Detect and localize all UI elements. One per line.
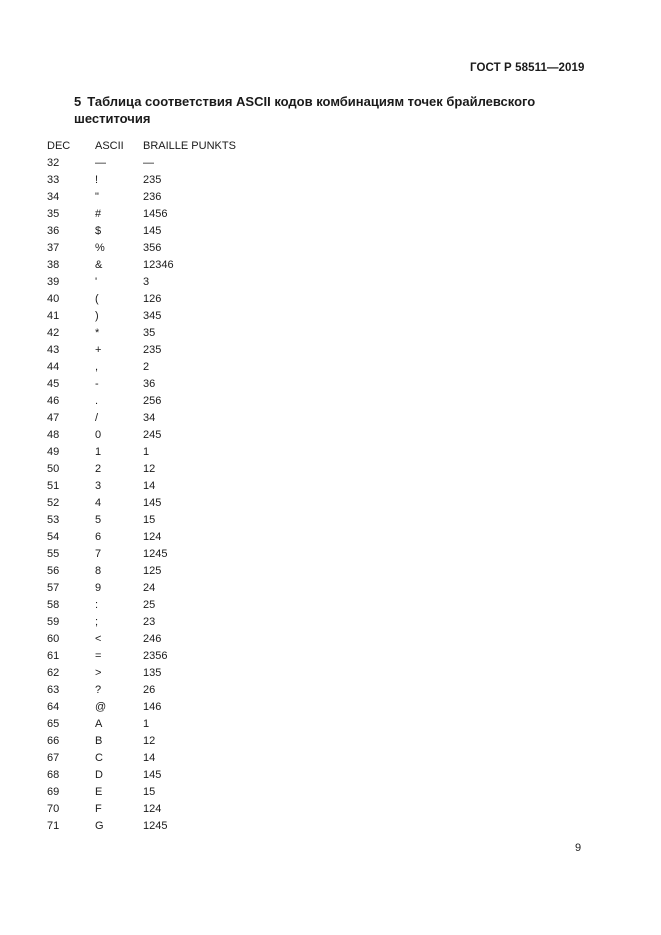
cell-dec: 34 [47, 191, 60, 203]
cell-dec: 36 [47, 225, 60, 237]
cell-dec: 41 [47, 310, 60, 322]
table-row [47, 376, 263, 393]
cell-braille: 1245 [143, 820, 168, 832]
cell-ascii: > [95, 667, 102, 679]
cell-dec: 60 [47, 633, 60, 645]
cell-braille: 12 [143, 735, 156, 747]
cell-braille: 345 [143, 310, 162, 322]
cell-ascii: ! [95, 174, 99, 186]
cell-ascii: * [95, 327, 100, 339]
cell-dec: 66 [47, 735, 60, 747]
cell-ascii: 3 [95, 480, 102, 492]
cell-dec: 43 [47, 344, 60, 356]
cell-braille: 26 [143, 684, 156, 696]
cell-braille: 145 [143, 225, 162, 237]
cell-braille: 245 [143, 429, 162, 441]
cell-braille: 1245 [143, 548, 168, 560]
table-row [47, 512, 263, 529]
table-row [47, 495, 263, 512]
document-code: ГОСТ Р 58511—2019 [470, 62, 585, 74]
table-body [47, 155, 263, 835]
cell-ascii: - [95, 378, 99, 390]
cell-braille: 12 [143, 463, 156, 475]
cell-braille: 135 [143, 667, 162, 679]
cell-dec: 33 [47, 174, 60, 186]
table-row [47, 189, 263, 206]
cell-dec: 37 [47, 242, 60, 254]
cell-ascii: 1 [95, 446, 102, 458]
table-row [47, 614, 263, 631]
table-row [47, 342, 263, 359]
cell-ascii: @ [95, 701, 107, 713]
cell-braille: 235 [143, 174, 162, 186]
cell-dec: 65 [47, 718, 60, 730]
cell-dec: 40 [47, 293, 60, 305]
page-number: 9 [575, 842, 582, 854]
cell-braille: 125 [143, 565, 162, 577]
cell-braille: 15 [143, 786, 156, 798]
cell-braille: 124 [143, 531, 162, 543]
table-row [47, 308, 263, 325]
cell-dec: 62 [47, 667, 60, 679]
cell-ascii: % [95, 242, 105, 254]
cell-dec: 54 [47, 531, 60, 543]
cell-ascii: $ [95, 225, 102, 237]
cell-braille: 36 [143, 378, 156, 390]
table-row [47, 155, 263, 172]
table-row [47, 750, 263, 767]
cell-ascii: ? [95, 684, 102, 696]
cell-dec: 42 [47, 327, 60, 339]
cell-ascii: " [95, 191, 99, 203]
cell-braille: 12346 [143, 259, 174, 271]
cell-dec: 51 [47, 480, 60, 492]
cell-ascii: 8 [95, 565, 102, 577]
cell-ascii: & [95, 259, 103, 271]
cell-braille: 25 [143, 599, 156, 611]
cell-braille: 126 [143, 293, 162, 305]
table-row [47, 172, 263, 189]
table-row [47, 223, 263, 240]
table-row [47, 733, 263, 750]
cell-ascii: 4 [95, 497, 102, 509]
cell-dec: 46 [47, 395, 60, 407]
cell-dec: 47 [47, 412, 60, 424]
cell-braille: 34 [143, 412, 156, 424]
cell-ascii: ( [95, 293, 99, 305]
cell-ascii: D [95, 769, 103, 781]
header-ascii: ASCII [95, 140, 124, 152]
cell-braille: 2356 [143, 650, 168, 662]
cell-ascii: ) [95, 310, 99, 322]
cell-dec: 52 [47, 497, 60, 509]
cell-ascii: ' [95, 276, 98, 288]
cell-dec: 55 [47, 548, 60, 560]
cell-ascii: A [95, 718, 103, 730]
cell-ascii: 6 [95, 531, 102, 543]
cell-ascii: < [95, 633, 102, 645]
cell-dec: 56 [47, 565, 60, 577]
cell-braille: 356 [143, 242, 162, 254]
cell-ascii: 5 [95, 514, 102, 526]
cell-dec: 67 [47, 752, 60, 764]
cell-dec: 48 [47, 429, 60, 441]
cell-dec: 49 [47, 446, 60, 458]
cell-braille: 1 [143, 446, 150, 458]
cell-braille: 14 [143, 752, 156, 764]
table-row [47, 359, 263, 376]
cell-dec: 39 [47, 276, 60, 288]
table-row [47, 784, 263, 801]
cell-dec: 50 [47, 463, 60, 475]
cell-ascii: 2 [95, 463, 102, 475]
table-row [47, 546, 263, 563]
cell-dec: 71 [47, 820, 60, 832]
cell-dec: 58 [47, 599, 60, 611]
cell-braille: 236 [143, 191, 162, 203]
table-row [47, 478, 263, 495]
cell-dec: 38 [47, 259, 60, 271]
ascii-braille-table [47, 138, 263, 835]
cell-ascii: — [95, 157, 106, 169]
cell-ascii: = [95, 650, 102, 662]
cell-braille: 146 [143, 701, 162, 713]
cell-braille: 14 [143, 480, 156, 492]
cell-braille: 1 [143, 718, 150, 730]
cell-ascii: 0 [95, 429, 102, 441]
table-row [47, 257, 263, 274]
section-title-text: Таблица соответствия ASCII кодов комбинациям точек брайлевского шеститочия [74, 94, 536, 126]
cell-braille: 145 [143, 497, 162, 509]
cell-braille: 3 [143, 276, 150, 288]
table-row [47, 206, 263, 223]
cell-dec: 35 [47, 208, 60, 220]
table-row [47, 818, 263, 835]
cell-braille: 124 [143, 803, 162, 815]
cell-ascii: C [95, 752, 103, 764]
cell-braille: — [143, 157, 154, 169]
table-row [47, 801, 263, 818]
cell-braille: 246 [143, 633, 162, 645]
cell-ascii: / [95, 412, 99, 424]
table-row [47, 393, 263, 410]
cell-braille: 15 [143, 514, 156, 526]
table-row [47, 716, 263, 733]
cell-ascii: B [95, 735, 103, 747]
table-row [47, 461, 263, 478]
cell-ascii: F [95, 803, 102, 815]
cell-braille: 235 [143, 344, 162, 356]
table-row [47, 529, 263, 546]
table-row [47, 563, 263, 580]
table-row [47, 631, 263, 648]
cell-braille: 1456 [143, 208, 168, 220]
cell-braille: 2 [143, 361, 150, 373]
table-header-row [47, 138, 263, 155]
table-row [47, 767, 263, 784]
cell-ascii: , [95, 361, 99, 373]
cell-ascii: # [95, 208, 102, 220]
table-row [47, 410, 263, 427]
section-number: 5 [74, 94, 82, 109]
cell-ascii: 9 [95, 582, 102, 594]
cell-dec: 45 [47, 378, 60, 390]
cell-dec: 63 [47, 684, 60, 696]
table-row [47, 325, 263, 342]
table-row [47, 597, 263, 614]
cell-dec: 61 [47, 650, 60, 662]
cell-ascii: . [95, 395, 99, 407]
cell-dec: 53 [47, 514, 60, 526]
cell-ascii: 7 [95, 548, 102, 560]
cell-dec: 59 [47, 616, 60, 628]
table-row [47, 427, 263, 444]
cell-dec: 64 [47, 701, 60, 713]
cell-dec: 68 [47, 769, 60, 781]
table-row [47, 444, 263, 461]
cell-braille: 256 [143, 395, 162, 407]
cell-dec: 70 [47, 803, 60, 815]
section-heading [74, 93, 574, 127]
header-braille-punkts: BRAILLE PUNKTS [143, 140, 236, 152]
cell-braille: 24 [143, 582, 156, 594]
cell-dec: 32 [47, 157, 60, 169]
cell-dec: 44 [47, 361, 60, 373]
table-row [47, 291, 263, 308]
cell-dec: 57 [47, 582, 60, 594]
cell-ascii: + [95, 344, 102, 356]
header-dec: DEC [47, 140, 71, 152]
cell-braille: 23 [143, 616, 156, 628]
cell-braille: 35 [143, 327, 156, 339]
table-row [47, 580, 263, 597]
cell-braille: 145 [143, 769, 162, 781]
cell-ascii: G [95, 820, 104, 832]
table-row [47, 648, 263, 665]
table-row [47, 274, 263, 291]
table-row [47, 699, 263, 716]
cell-ascii: E [95, 786, 103, 798]
cell-ascii: : [95, 599, 99, 611]
table-row [47, 665, 263, 682]
cell-dec: 69 [47, 786, 60, 798]
cell-ascii: ; [95, 616, 99, 628]
table-row [47, 682, 263, 699]
table-row [47, 240, 263, 257]
